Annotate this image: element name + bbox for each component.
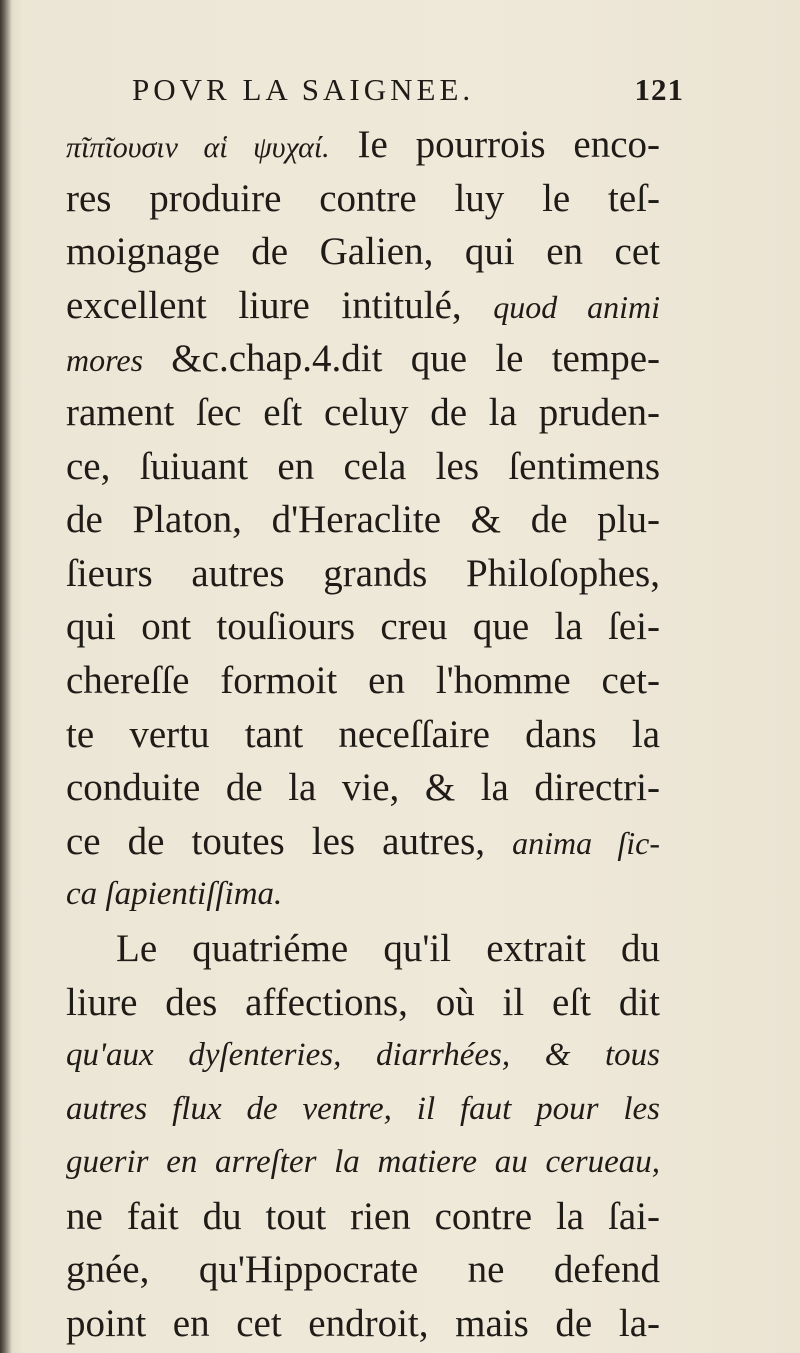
text-line-18: qu'aux dyſenteries, diarrhées, & tous [66, 1037, 660, 1074]
text-line-13: conduite de la vie, & la directri- [66, 766, 660, 810]
text-line-8: de Platon, d'Heraclite & de plu- [66, 498, 660, 542]
body-text [66, 118, 660, 1351]
latin-title: quod animi [493, 288, 661, 325]
text-line-23: point en cet endroit, mais de la- [66, 1302, 660, 1346]
latin-title-end: mores [66, 342, 144, 379]
text-line-17: liure des affections, où il eſt dit [66, 980, 660, 1024]
spine-shadow [0, 0, 12, 1353]
text-line-21: ne fait du tout rien contre la ſai- [66, 1194, 660, 1238]
text-line-20: guerir en arreſter la matiere au cerueau, [66, 1144, 660, 1181]
page-number: 121 [634, 72, 684, 107]
text-line-15: ca ſapientiſſima. [66, 876, 283, 913]
text-line-3: moignage de Galien, qui en cet [66, 230, 660, 274]
text-line-16: Le quatriéme qu'il extrait du [116, 926, 660, 970]
text-line-19: autres flux de ventre, il faut pour les [66, 1090, 660, 1127]
running-title: POVR LA SAIGNEE. [132, 72, 475, 107]
text-line-1: πῖπῖουσιν αἱ ψυχαί. Ie pourrois enco- [66, 123, 660, 166]
text-line-5: mores &c.chap.4.dit que le tempe- [66, 337, 660, 381]
text-line-11: chereſſe formoit en l'homme cet- [66, 658, 660, 702]
page-header [132, 72, 692, 116]
text-line-6: rament ſec eſt celuy de la pruden- [66, 390, 660, 434]
text-line-14: ce de toutes les autres, anima ſic- [66, 819, 661, 863]
text-line-7: ce, ſuiuant en cela les ſentimens [66, 444, 660, 488]
greek-phrase: πῖπῖουσιν αἱ ψυχαί. [66, 131, 330, 164]
text-line-4: excellent liure intitulé, quod animi [66, 283, 661, 327]
text-line-22: gnée, qu'Hippocrate ne defend [66, 1248, 660, 1292]
text-line-10: qui ont touſiours creu que la ſei- [66, 605, 660, 649]
text-line-12: te vertu tant neceſſaire dans la [66, 712, 660, 756]
text-line-2: res produire contre luy le teſ- [66, 176, 660, 220]
text-line-9: ſieurs autres grands Philoſophes, [66, 551, 660, 595]
latin-quote: anima ſic- [512, 824, 661, 861]
